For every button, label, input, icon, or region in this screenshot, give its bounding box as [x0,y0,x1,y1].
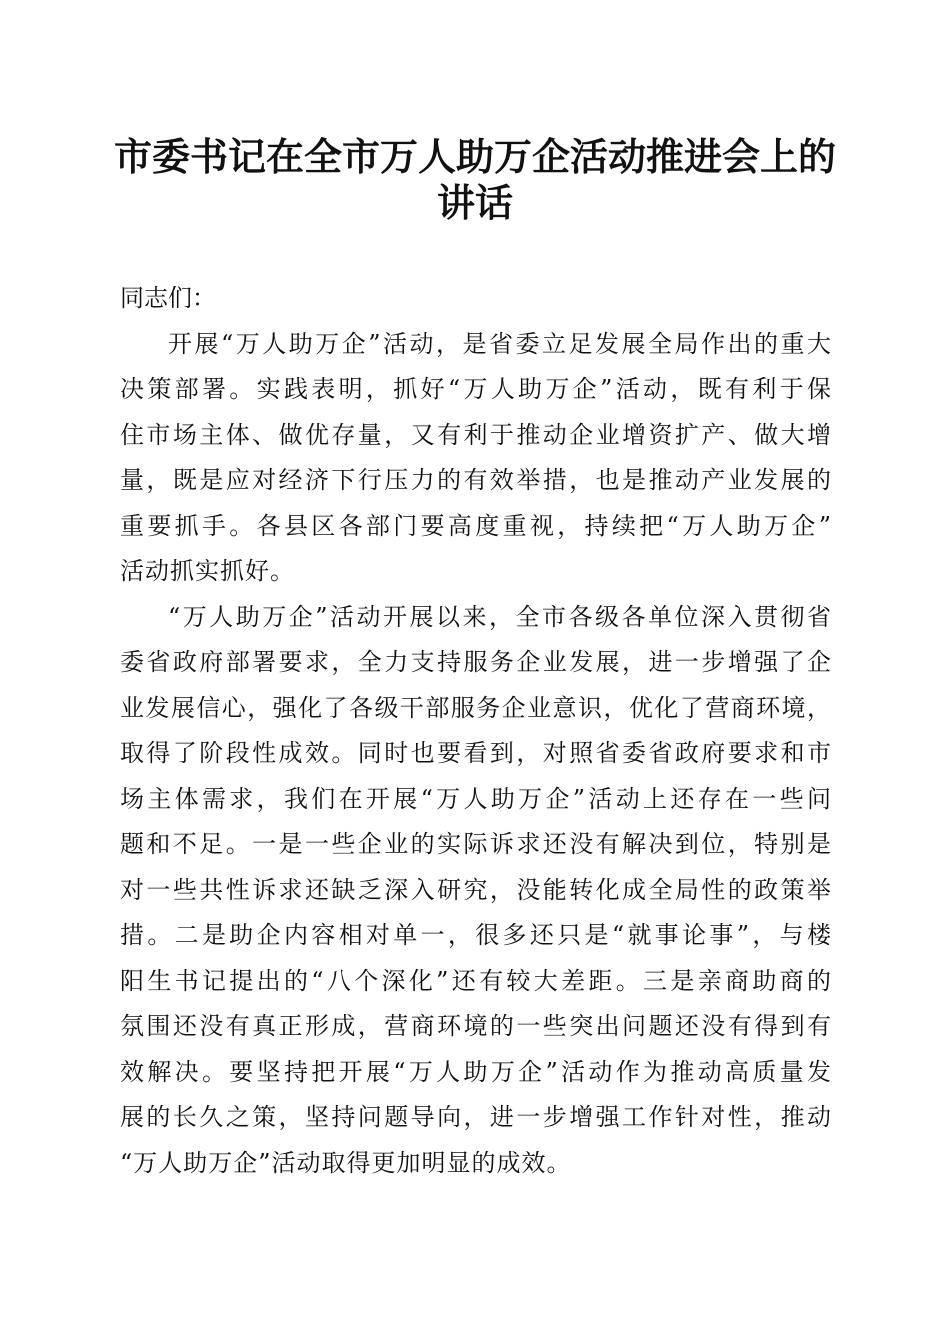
paragraph-line: 量，既是应对经济下行压力的有效举措，也是推动产业发展的 [120,466,832,494]
paragraph-line: 开展“万人助万企”活动，是省委立足发展全局作出的重大 [168,329,832,358]
paragraph-line: 场主体需求，我们在开展“万人助万企”活动上还存在一些问 [120,784,832,813]
paragraph-line: 措。二是助企内容相对单一，很多还只是“就事论事”，与楼 [120,921,832,949]
paragraph-line: 展的长久之策，坚持问题导向，进一步增强工作针对性，推动 [120,1103,832,1131]
document-title: 市委书记在全市万人助万企活动推进会上的讲话 [113,134,836,225]
paragraph-line: 活动抓实抓好。 [120,557,295,585]
paragraph-line: 对一些共性诉求还缺乏深入研究，没能转化成全局性的政策举 [120,875,832,904]
paragraph-line: 氛围还没有真正形成，营商环境的一些突出问题还没有得到有 [120,1012,832,1040]
paragraph-line: 取得了阶段性成效。同时也要看到，对照省委省政府要求和市 [120,739,832,767]
paragraph-line: “万人助万企”活动开展以来，全市各级各单位深入贯彻省 [168,602,832,631]
document-body [120,276,832,1186]
paragraph-line: 住市场主体、做优存量，又有利于推动企业增资扩产、做大增 [120,420,832,449]
paragraph-line: 业发展信心，强化了各级干部服务企业意识，优化了营商环境， [120,693,832,722]
paragraph-line: 重要抓手。各县区各部门要高度重视，持续把“万人助万企” [120,511,832,540]
paragraph-line: “万人助万企”活动取得更加明显的成效。 [120,1148,572,1177]
paragraph-1 [120,322,832,595]
paragraph-line: 委省政府部署要求，全力支持服务企业发展，进一步增强了企 [120,648,832,676]
paragraph-line: 决策部署。实践表明，抓好“万人助万企”活动，既有利于保 [120,375,832,403]
paragraph-line: 效解决。要坚持把开展“万人助万企”活动作为推动高质量发 [120,1057,832,1086]
paragraph-2 [120,595,832,1187]
salutation: 同志们： [120,284,216,312]
paragraph-line: 题和不足。一是一些企业的实际诉求还没有解决到位，特别是 [120,830,832,858]
paragraph-line: 阳生书记提出的“八个深化”还有较大差距。三是亲商助商的 [120,966,832,995]
